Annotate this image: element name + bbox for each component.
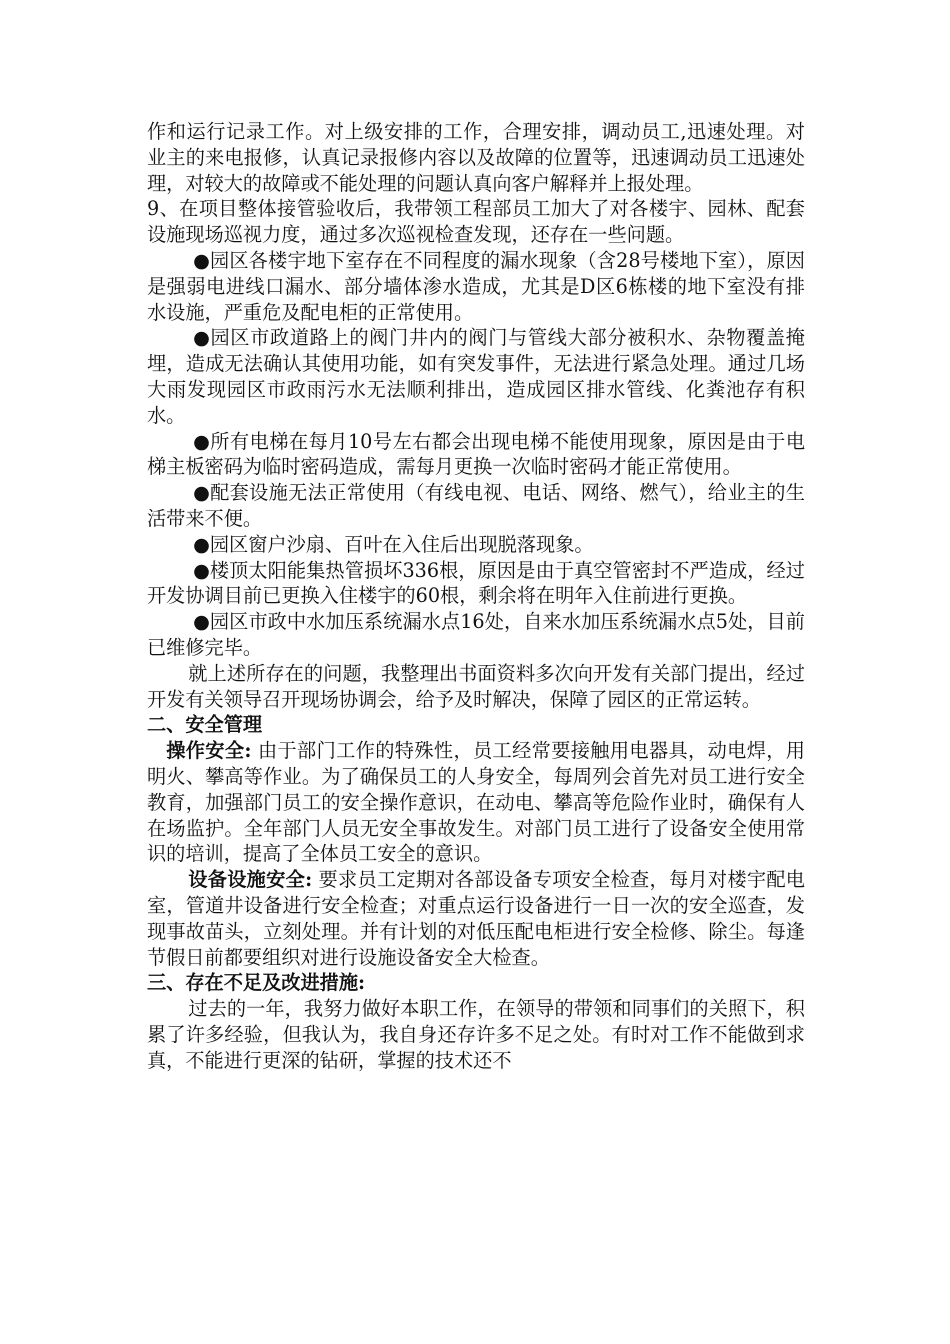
document-page: [147, 119, 805, 1073]
bullet-valve-well: ●园区市政道路上的阀门井内的阀门与管线大部分被积水、杂物覆盖掩埋，造成无法确认其使用功能，如有突发事件，无法进行紧急处理。通过几场大雨发现园区市政雨污水无法顺利排出，造成园区排水管线、化粪池存有积水。: [147, 326, 805, 427]
paragraph-item-9: 9、在项目整体接管验收后，我带领工程部员工加大了对各楼宇、园林、配套设施现场巡视力度，通过多次巡视检查发现，还存在一些问题。: [147, 197, 805, 247]
label-operation-safety: 操作安全:: [166, 739, 252, 763]
label-equipment-safety: 设备设施安全:: [188, 868, 313, 892]
bullet-window: ●园区窗户沙扇、百叶在入住后出现脱落现象。: [193, 532, 594, 556]
heading-shortcomings: 三、存在不足及改进措施:: [147, 971, 366, 995]
paragraph-continuation: 作和运行记录工作。对上级安排的工作，合理安排，调动员工,迅速处理。对业主的来电报修，认真记录报修内容以及故障的位置等，迅速调动员工迅速处理，对较大的故障或不能处理的问题认真向客户解释并上报处理。: [147, 120, 805, 195]
bullet-facilities: ●配套设施无法正常使用（有线电视、电话、网络、燃气），给业主的生活带来不便。: [147, 481, 805, 530]
paragraph-operation-safety: [147, 738, 805, 867]
bullet-elevator: ●所有电梯在每月10号左右都会出现电梯不能使用现象，原因是由于电梯主板密码为临时密码造成，需每月更换一次临时密码才能正常使用。: [147, 429, 805, 479]
bullet-water-pressure: ●园区市政中水加压系统漏水点16处，自来水加压系统漏水点5处，目前已维修完毕。: [147, 610, 805, 659]
bullet-basement-leak: ●园区各楼宇地下室存在不同程度的漏水现象（含28号楼地下室），原因是强弱电进线口漏水、部分墙体渗水造成，尤其是D区6栋楼的地下室没有排水设施，严重危及配电柜的正常使用。: [147, 248, 805, 324]
paragraph-equipment-safety: [147, 867, 805, 970]
text-operation-safety: 由于部门工作的特殊性，员工经常要接触用电器具，动电焊，用明火、攀高等作业。为了确保员工的人身安全，每周列会首先对员工进行安全教育，加强部门员工的安全操作意识，在动电、攀高等危险作业时，确保有人在场监护。全年部门人员无安全事故发生。对部门员工进行了设备安全使用常识的培训，提高了全体员工安全的意识。: [147, 739, 805, 866]
paragraph-past-year: 过去的一年，我努力做好本职工作，在领导的带领和同事们的关照下，积累了许多经验，但我认为，我自身还存许多不足之处。有时对工作不能做到求真，不能进行更深的钻研，掌握的技术还不: [147, 997, 805, 1072]
bullet-solar: ●楼顶太阳能集热管损坏336根，原因是由于真空管密封不严造成，经过开发协调目前已更换入住楼宇的60根，剩余将在明年入住前进行更换。: [147, 558, 805, 608]
paragraph-summary: 就上述所存在的问题，我整理出书面资料多次向开发有关部门提出，经过开发有关领导召开现场协调会，给予及时解决，保障了园区的正常运转。: [147, 661, 805, 711]
heading-safety-management: 二、安全管理: [147, 713, 263, 737]
text-equipment-safety: 要求员工定期对各部设备专项安全检查，每月对楼宇配电室，管道井设备进行安全检查；对重点运行设备进行一日一次的安全巡查，发现事故苗头，立刻处理。并有计划的对低压配电柜进行安全检修、除尘。每逢节假日前都要组织对进行设施设备安全大检查。: [147, 868, 805, 969]
